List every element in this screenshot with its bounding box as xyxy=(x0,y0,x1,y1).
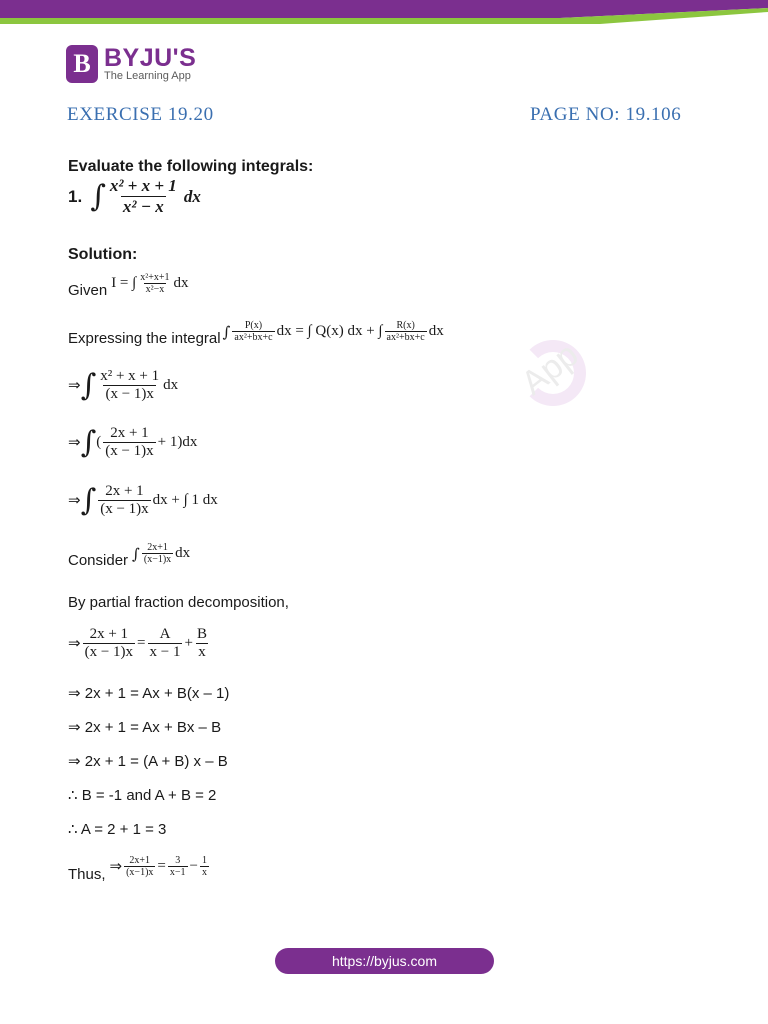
logo-badge: B xyxy=(66,45,98,83)
exercise-prompt: Evaluate the following integrals: xyxy=(68,158,314,175)
question-numerator: x² + x + 1 xyxy=(109,176,177,195)
consider-denominator: (x−1)x xyxy=(143,554,172,565)
partial-fraction-equation: ⇒ $\frac{2x + 1}{(x - 1)x}$ = $\frac{A}{x - 1}$ + $\frac{B}{x}$ xyxy=(68,626,207,660)
step-3: ⇒ ∫ $\frac{2x + 1}{(x - 1)x}$ dx + ∫ 1 dx xyxy=(68,483,218,518)
express-middle: dx = ∫ Q(x) dx + ∫ xyxy=(276,323,383,339)
integral-icon: ∫ xyxy=(132,544,140,563)
step2-tail: + 1)dx xyxy=(157,434,198,450)
thus-label: Thus, xyxy=(68,866,106,883)
partial-fraction-label: By partial fraction decomposition, xyxy=(68,594,289,611)
given-line xyxy=(68,268,189,299)
step1-dx: dx xyxy=(163,377,179,393)
logo-tagline: The Learning App xyxy=(104,69,191,82)
solution-label: Solution: xyxy=(68,246,138,263)
question-denominator: x² − x xyxy=(122,197,164,216)
step2-denominator: (x − 1)x xyxy=(105,443,154,459)
top-banner xyxy=(0,0,768,28)
equation-line: ∴ B = -1 and A + B = 2 xyxy=(68,787,217,804)
footer-url-link[interactable]: https://byjus.com xyxy=(275,948,494,974)
byjus-logo xyxy=(66,45,196,83)
given-expr: I = ∫ xyxy=(111,275,137,291)
equation-line: ∴ A = 2 + 1 = 3 xyxy=(68,821,167,838)
express-dx: dx xyxy=(428,323,444,339)
thus-b: 1 xyxy=(201,855,207,866)
pf-b-denominator: x xyxy=(198,644,206,660)
consider-line xyxy=(68,538,190,569)
question-dx: dx xyxy=(183,186,201,206)
integral-icon: ∫ xyxy=(80,425,97,460)
pf-numerator: 2x + 1 xyxy=(89,626,129,642)
express-numerator-p: P(x) xyxy=(244,320,263,331)
given-denominator: x²−x xyxy=(145,284,165,295)
integral-icon: ∫ xyxy=(222,322,231,341)
step-2: ⇒ ∫ ( $\frac{2x + 1}{(x - 1)x}$ + 1)dx xyxy=(68,425,198,460)
consider-numerator: 2x+1 xyxy=(147,542,168,553)
integral-icon: ∫ xyxy=(80,368,97,403)
step1-denominator: (x − 1)x xyxy=(105,386,154,402)
pf-a-denominator: x − 1 xyxy=(149,644,181,660)
step3-denominator: (x − 1)x xyxy=(100,501,149,517)
pf-a: A xyxy=(159,626,171,642)
step2-numerator: 2x + 1 xyxy=(110,425,149,441)
thus-line: Thus, ⇒ $\frac{2x+1}{(x-1)x}$ = $\frac{3}{x-1}$ − $\frac{1}{x}$ xyxy=(68,855,207,883)
exercise-title: EXERCISE 19.20 xyxy=(67,104,214,125)
express-numerator-r: R(x) xyxy=(396,320,415,331)
given-dx: dx xyxy=(173,275,189,291)
consider-label: Consider xyxy=(68,552,129,569)
expressing-line xyxy=(68,316,444,347)
step1-numerator: x² + x + 1 xyxy=(100,368,160,384)
equation-line: ⇒ 2x + 1 = Ax + Bx – B xyxy=(68,719,222,736)
integral-icon: ∫ xyxy=(80,483,97,518)
expressing-label: Expressing the integral xyxy=(68,330,221,347)
step3-numerator: 2x + 1 xyxy=(105,483,144,499)
consider-dx: dx xyxy=(175,545,191,561)
equation-line: ⇒ 2x + 1 = Ax + B(x – 1) xyxy=(68,685,230,702)
thus-denominator: (x−1)x xyxy=(126,867,154,878)
pf-denominator: (x − 1)x xyxy=(84,644,134,660)
given-numerator: x²+x+1 xyxy=(140,272,170,283)
equation-line: ⇒ 2x + 1 = (A + B) x – B xyxy=(68,753,228,770)
given-label: Given xyxy=(68,282,108,299)
thus-a-denominator: x−1 xyxy=(169,867,186,878)
step3-tail: dx + ∫ 1 dx xyxy=(152,492,218,508)
thus-numerator: 2x+1 xyxy=(129,855,151,866)
express-denominator-2: ax²+bx+c xyxy=(386,332,425,343)
step-1: ⇒ ∫ $\frac{\text{x² + x + 1}}{(x - 1)x}$ dx xyxy=(68,368,179,403)
integral-icon: ∫ xyxy=(90,179,106,214)
thus-b-denominator: x xyxy=(201,867,207,878)
logo-name: BYJU'S xyxy=(104,43,197,72)
question-1 xyxy=(68,176,201,217)
pf-b: B xyxy=(196,626,207,642)
page-number: PAGE NO: 19.106 xyxy=(530,104,682,125)
question-number: 1. xyxy=(68,186,83,206)
thus-a: 3 xyxy=(175,855,181,866)
watermark-text: App xyxy=(514,335,586,403)
express-denominator: ax²+bx+c xyxy=(234,332,273,343)
